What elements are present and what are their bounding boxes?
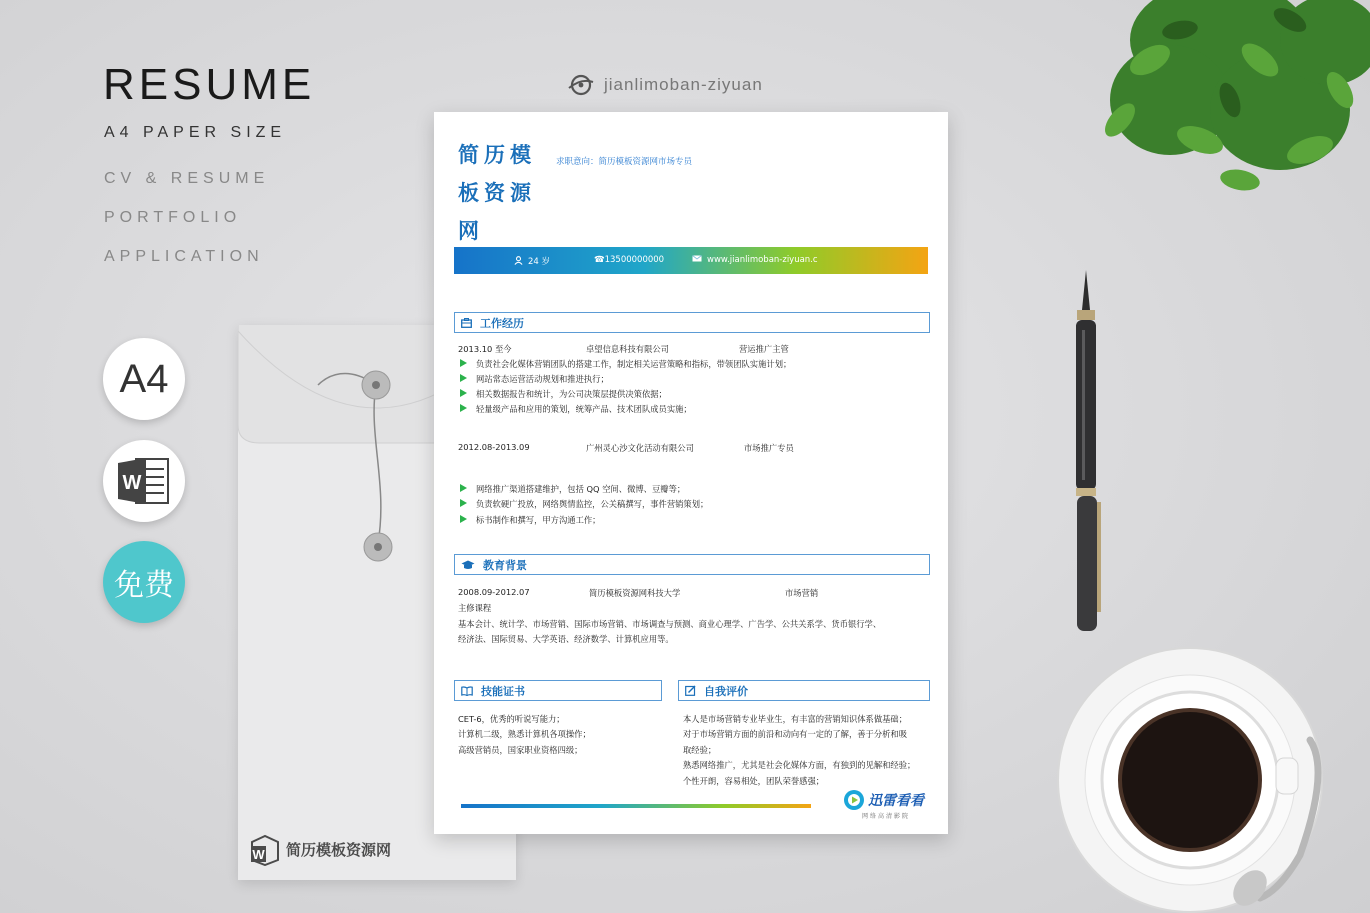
promo-line-application: APPLICATION: [104, 248, 264, 265]
job-2-bullet: 网络推广渠道搭建维护，包括 QQ 空间、微博、豆瓣等；: [458, 483, 685, 495]
resume-info-bar: [454, 247, 928, 274]
education-school: 简历模板资源网科技大学: [589, 588, 681, 598]
job-2-period: 2012.08-2013.09: [458, 442, 530, 452]
job-1-company: 卓望信息科技有限公司: [586, 344, 669, 354]
job-1-bullet: 网站常态运营活动规划和推进执行；: [458, 373, 609, 385]
resume-name: 简历模板资源网: [458, 143, 536, 243]
self-line: 熟悉网络推广，尤其是社会化媒体方面，有独到的见解和经验；: [683, 760, 916, 770]
courses-line-2: 经济法、国际贸易、大学英语、经济数学、计算机应用等。: [458, 634, 674, 644]
job-2-bullet: 负责软硬广投放，网络舆情监控，公关稿撰写，事件营销策划；: [458, 498, 708, 510]
job-2-position: 市场推广专员: [744, 443, 794, 453]
education-section-title: 教育背景: [483, 558, 527, 572]
education-major: 市场营销: [785, 588, 819, 598]
skills-section-header: [454, 680, 662, 701]
site-text: www.jianlimoban-ziyuan.c: [707, 255, 818, 265]
job-1-position: 营运推广主管: [739, 344, 789, 354]
book-icon: [461, 686, 473, 696]
free-badge: [103, 541, 185, 623]
age-text: 24 岁: [528, 257, 551, 267]
free-badge-label: 免费: [114, 568, 174, 603]
mail-icon: [692, 255, 702, 262]
edit-icon: [685, 685, 696, 696]
svg-text:W: W: [122, 472, 142, 494]
phone-text: 13500000000: [604, 255, 665, 265]
word-icon: [248, 832, 282, 866]
xunlei-play-icon: [842, 788, 866, 812]
promo-title: RESUME: [103, 60, 316, 109]
word-badge: [103, 440, 185, 522]
self-section-header: [678, 680, 930, 701]
self-line: 对于市场营销方面的前沿和动向有一定的了解，善于分析和吸: [683, 729, 908, 739]
job-1-bullet: 相关数据报告和统计，为公司决策层提供决策依据；: [458, 388, 667, 400]
self-section-title: 自我评价: [704, 684, 748, 698]
age-info: [514, 255, 550, 267]
resume-footer-bar: [461, 804, 811, 808]
work-section-header: [454, 312, 930, 333]
phone-icon: ☎: [594, 255, 605, 265]
svg-text:W: W: [252, 847, 265, 862]
word-icon: [116, 455, 172, 507]
envelope-brand: [248, 832, 391, 866]
self-line: 本人是市场营销专业毕业生，有丰富的营销知识体系做基础；: [683, 714, 908, 724]
watermark: [568, 74, 763, 96]
work-section-title: 工作经历: [480, 316, 524, 330]
a4-badge: [103, 338, 185, 420]
promo-line-cv: CV & RESUME: [104, 170, 270, 187]
graduation-cap-icon: [461, 560, 475, 570]
plant-decoration: [1080, 0, 1370, 200]
user-icon: [514, 256, 523, 265]
site-logo-icon: [568, 74, 594, 96]
xunlei-logo: [840, 788, 934, 824]
envelope-brand-text: 简历模板资源网: [286, 841, 392, 859]
skill-item: 计算机二级，熟悉计算机各项操作；: [458, 729, 591, 739]
xunlei-logo-text: 迅雷看看: [868, 793, 924, 809]
job-1-period: 2013.10 至今: [458, 344, 512, 354]
job-1-bullet: 负责社会化媒体营销团队的搭建工作，制定相关运营策略和指标，带领团队实施计划；: [458, 358, 791, 370]
promo-line-paper-size: A4 PAPER SIZE: [104, 124, 287, 141]
courses-line-1: 基本会计、统计学、市场营销、国际市场营销、市场调查与预测、商业心理学、广告学、公共关系学、货币银行学、: [458, 619, 882, 629]
site-info: [692, 255, 818, 265]
education-period: 2008.09-2012.07: [458, 587, 530, 597]
courses-label: 主修课程: [458, 603, 492, 613]
skills-section-title: 技能证书: [481, 684, 525, 698]
skill-item: CET-6，优秀的听说写能力；: [458, 714, 565, 724]
briefcase-icon: [461, 318, 472, 328]
self-line: 个性开朗，容易相处，团队荣誉感强；: [683, 776, 825, 786]
job-1-bullet: 轻量级产品和应用的策划，统筹产品、技术团队成员实施；: [458, 403, 692, 415]
resume-intent: 求职意向：简历模板资源网市场专员: [556, 157, 693, 167]
watermark-text: jianlimoban-ziyuan: [604, 75, 763, 94]
a4-badge-label: A4: [119, 356, 169, 401]
xunlei-logo-sub: 网络高清影院: [862, 813, 911, 820]
self-line: 取经验；: [683, 745, 717, 755]
job-2-bullet: 标书制作和撰写，甲方沟通工作；: [458, 514, 600, 526]
resume-paper: [434, 112, 948, 834]
skill-item: 高级营销员，国家职业资格四级；: [458, 745, 583, 755]
promo-line-portfolio: PORTFOLIO: [104, 209, 242, 226]
coffee-cup-decoration: [1040, 640, 1360, 913]
pen-decoration: [1070, 270, 1120, 640]
job-2-company: 广州灵心沙文化活动有限公司: [586, 443, 694, 453]
phone-info: [594, 255, 664, 265]
education-section-header: [454, 554, 930, 575]
